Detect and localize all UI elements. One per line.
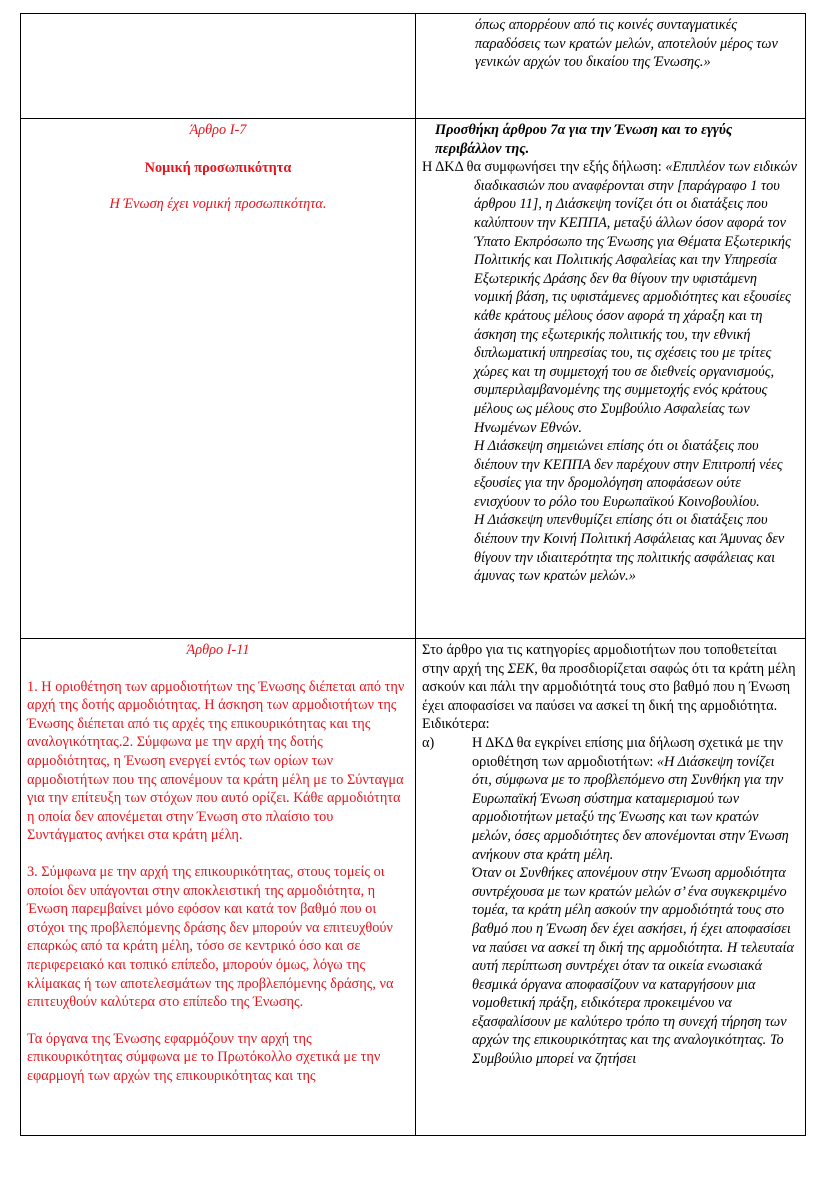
table-row: [21, 14, 806, 119]
list-item-quote-2: Όταν οι Συνθήκες απονέμουν στην Ένωση αρμοδιότητα συντρέχουσα με των κρατών μελών σ’ ένα συγκεκριμένο τομέα, τα κράτη μέλη ασκούν την αρμοδιότητά τους στο βαθμό που η Ένωση δεν έχει ασκήσει, ή έχει αποφασίσει να παύσει να ασκεί τη δική της αρμοδιότητα. Η τελευταία αυτή περίπτωση συντρέχει όταν τα οικεία ενωσιακά θεσμικά όργανα αποφασίζουν να καταργήσουν μια νομοθετική πράξη, ειδικότερα προκειμένου να εξασφαλίσουν με καλύτερο τρόπο τη συνεχή τήρηση των αρχών της επικουρικότητας και της αναλογικότητας. Το Συμβούλιο μπορεί να ζητήσει: [472, 865, 794, 1068]
row1-right-cell: [416, 14, 806, 119]
comparison-table: [20, 13, 806, 1136]
addition-heading: Προσθήκη άρθρου 7α για την Ένωση και το εγγύς περιβάλλον της.: [435, 122, 733, 157]
specifically-label: Ειδικότερα:: [422, 716, 490, 733]
table-row: [21, 639, 806, 1136]
row2-left-cell: [21, 119, 416, 639]
list-item: [422, 734, 797, 1069]
row1-left-cell: [21, 14, 416, 119]
declaration-quote: «Επιπλέον των ειδικών διαδικασιών που αναφέρονται στην [παράγραφο 1 του άρθρου 11], η Διάσκεψη τονίζει ότι οι διατάξεις που καλύπτουν την ΚΕΠΠΑ, μεταξύ άλλων όσον αφορά τον Ύπατο Εκπρόσωπο της Ένωσης για Θέματα Εξωτερικής Πολιτικής και Πολιτικής Ασφαλείας και την Υπηρεσία Εξωτερικής Δράσης δεν θα θίγουν την υφιστάμενη νομική βάση, τις υφιστάμενες αρμοδιότητες και εξουσίες κάθε κράτους μέλους όσον αφορά τη χάραξη και τη άσκηση της εξωτερικής πολιτικής του, την εθνική διπλωματική υπηρεσίας του, τις σχέσεις του με τρίτες χώρες και τη συμμετοχή του σε διεθνείς οργανισμούς, συμπεριλαμβανομένης της συμμετοχής ενός κράτους μέλους ως μέλους στο Συμβούλιο Ασφαλείας των Ηνωμένων Εθνών.: [474, 159, 797, 436]
row3-left-cell: [21, 639, 416, 1136]
row1-right-text: όπως απορρέουν από τις κοινές συνταγματικές παραδόσεις των κρατών μελών, αποτελούν μέρος των γενικών αρχών του δικαίου της Ένωσης.»: [475, 17, 778, 71]
article-paragraph-1-2: 1. Η οριοθέτηση των αρμοδιοτήτων της Ένωσης διέπεται από την αρχή της δοτής αρμοδιότητας. Η άσκηση των αρμοδιοτήτων της Ένωσης διέπεται από τις αρχές της επικουρικότητας και της αναλογικότητας.2. Σύμφωνα με την αρχή της δοτής αρμοδιότητας, η Ένωση ενεργεί εντός των ορίων των αρμοδιοτήτων που της απονέμουν τα κράτη μέλη με το Σύνταγμα για την επίτευξη των στόχων που αυτό ορίζει. Κάθε αρμοδιότητα η οποία δεν απονέμεται στην Ένωση στο πλαίσιο του Συντάγματος ανήκει στα κράτη μέλη.: [27, 678, 405, 844]
declaration-paragraph: [422, 158, 797, 437]
article-paragraph-4: Τα όργανα της Ένωσης εφαρμόζουν την αρχή της επικουρικότητας σύμφωνα με το Πρωτόκολλο σχετικά με την εφαρμογή των αρχών της επικουρικότητας και της: [27, 1030, 381, 1084]
article-number: Άρθρο Ι-7: [189, 122, 247, 138]
list-item-text: Η ΔΚΔ θα εγκρίνει επίσης μια δήλωση σχετικά με την οριοθέτηση των αρμοδιοτήτων: «Η Διάσκεψη τονίζει ότι, σύμφωνα με το προβλεπόμενο στη Συνθήκη για την Ευρωπαϊκή Ένωση σύστημα καταμερισμού των αρμοδιοτήτων μεταξύ της Ένωσης και των κρατών μελών, όσες αρμοδιότητες δεν απονέμονται στην Ένωση ανήκουν στα κράτη μέλη.: [472, 734, 789, 863]
article-text: Η Ένωση έχει νομική προσωπικότητα.: [109, 196, 327, 213]
competence-intro: Στο άρθρο για τις κατηγορίες αρμοδιοτήτων που τοποθετείται στην αρχή της ΣΕΚ, θα προσδιορίζεται σαφώς ότι τα κράτη μέλη ασκούν και πάλι την αρμοδιότητά τους στο βαθμό που η Ένωση έχει αποφασίσει να παύσει να ασκεί τη δική της αρμοδιότητα.: [422, 642, 796, 714]
declaration-quote-3: Η Διάσκεψη υπενθυμίζει επίσης ότι οι διατάξεις που διέπουν την Κοινή Πολιτική Ασφάλειας και Άμυνας δεν θίγουν την ιδιαιτερότητα της πολιτικής ασφάλειας και άμυνας των κρατών μελών.»: [474, 512, 785, 585]
declaration-intro: Η ΔΚΔ θα συμφωνήσει την εξής δήλωση:: [422, 159, 666, 176]
list-item-label: α): [422, 734, 435, 751]
table-row: [21, 119, 806, 639]
row2-right-cell: [416, 119, 806, 639]
article-paragraph-3: 3. Σύμφωνα με την αρχή της επικουρικότητας, στους τομείς οι οποίοι δεν υπάγονται στην αποκλειστική της αρμοδιότητα, η Ένωση παρεμβαίνει μόνο εφόσον και κατά τον βαθμό που οι στόχοι της προβλεπόμενης δράσης δεν μπορούν να επιτευχθούν επαρκώς από τα κράτη μέλη, τόσο σε κεντρικό όσο και σε περιφερειακό και τοπικό επίπεδο, μπορούν όμως, λόγω της κλίμακας ή των αποτελεσμάτων της προβλεπόμενης δράσης, να επιτευχθούν καλύτερα στο επίπεδο της Ένωσης.: [27, 863, 394, 1011]
article-title: Νομική προσωπικότητα: [144, 159, 292, 176]
row3-right-cell: [416, 639, 806, 1136]
article-number: Άρθρο Ι-11: [186, 642, 250, 658]
declaration-quote-2: Η Διάσκεψη σημειώνει επίσης ότι οι διατάξεις που διέπουν την ΚΕΠΠΑ δεν παρέχουν στην Επιτροπή νέες εξουσίες για την δρομολόγηση αποφάσεων ούτε ενισχύουν το ρόλο του Ευρωπαϊκού Κοινοβουλίου.: [474, 438, 783, 510]
